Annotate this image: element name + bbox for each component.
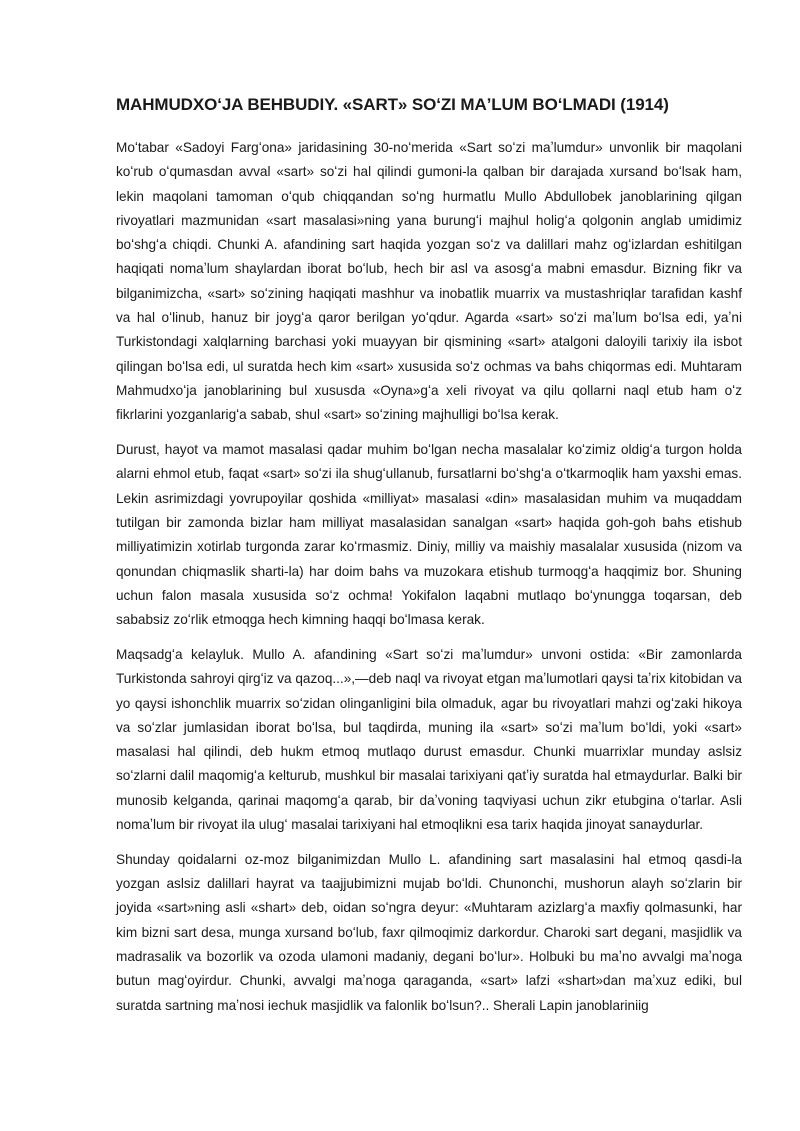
document-title: MAHMUDXOʻJA BEHBUDIY. «SART» SOʻZI MAʼLUM BOʻLMADI (1914)	[116, 95, 669, 114]
paragraph-2: Durust, hayot va mamot masalasi qadar muhim boʻlgan necha masalalar koʻzimiz oldigʻa turgon holda alarni ehmol etub, faqat «sart» soʻzi ila shugʻullanub, fursatlarni boʻshgʻa oʻtkarmoqlik ham yaxshi emas. Lekin asrimizdagi yovrupoyilar qoshida «milliyat» masalasi «din» masalasidan muhim va muqaddam tutilgan bir zamonda bizlar ham milliyat masalasidan sanalgan «sart» haqida goh-goh bahs etishub milliyatimizin xotirlab turgonda zarar koʻrmasmiz. Diniy, milliy va maishiy masalalar xususida (nizom va qonundan chiqmaslik sharti-la) har doim bahs va muzokara etishub turmoqgʻa haqqimiz bor. Shuning uchun falon masala xususida soʻz ochma! Yokifalon laqabni mutlaqo boʻynungga toqarsan, deb sababsiz zoʻrlik etmoqga hech kimning haqqi boʻlmasa kerak.	[116, 442, 742, 628]
paragraph-3: Maqsadgʻa kelayluk. Mullo A. afandining «Sart soʻzi maʼlumdur» unvoni ostida: «Bir zamonlarda Turkistonda sahroyi qirgʻiz va qazoq...»,—deb naql va rivoyat etgan maʼlumotlari qaysi taʼrix kitobidan va yo qaysi ishonchlik muarrix soʻzidan olinganligini bila olmaduk, agar bu rivoyatlari mahzi ogʻzaki hikoya va soʻzlar jumlasidan iborat boʻlsa, bul taqdirda, muning ila «sart» soʻzi maʼlum boʻldi, yoki «sart» masalasi hal qilindi, deb hukm etmoq mutlaqo durust emasdur. Chunki muarrixlar munday aslsiz soʻzlarni dalil maqomigʻa kelturub, mushkul bir masalai tarixiyani qatʼiy suratda hal etmaydurlar. Balki bir munosib kelganda, qarinai maqomgʻa qarab, bir daʼvoning taqviyasi uchun zikr etubgina oʻtarlar. Asli nomaʼlum bir rivoyat ila ulugʻ masalai tarixiyani hal etmoqlikni esa tarix haqida jinoyat sanaydurlar.	[116, 646, 742, 833]
document-page	[116, 94, 742, 1028]
paragraph-4: Shunday qoidalarni oz-moz bilganimizdan Mullo L. afandining sart masalasini hal etmoq qasdi-la yozgan aslsiz dalillari hayrat va taajjubimizni mujab boʻldi. Chunonchi, mushorun alayh soʻzlarin bir joyida «sart»ning asli «shart» deb, oidan soʻngra deyur: «Muhtaram azizlargʻa maxfiy qolmasunki, har kim bizni sart desa, munga xursand boʻlub, faxr qilmoqimiz darkordur. Charoki sart degani, masjidlik va madrasalik va bozorlik va ozoda ulamoni madaniy, degani boʻlur». Holbuki bu maʼno avvalgi maʼnoga butun magʻoyirdur. Chunki, avvalgi maʼnoga qaraganda, «sart» lafzi «shart»dan maʼxuz ediki, bul suratda sartning maʼnosi iechuk masjidlik va falonlik boʻlsun?.. Sherali Lapin janoblariniig	[116, 851, 742, 1013]
paragraph-1: Moʻtabar «Sadoyi Fargʻona» jaridasining 30-noʻmerida «Sart soʻzi maʼlumdur» unvonlik bir maqolani koʻrub oʻqumasdan avval «sart» soʻzi hal qilindi gumoni-la qalban bir darajada xursand boʻlsak ham, lekin maqolani tamoman oʻqub chiqqandan soʻng hurmatlu Mullo Abdullobek janoblarining qilgan rivoyatlari mazmunidan «sart masalasi»ning yana burungʻi majhul holigʻa qolgonin anglab umidimiz boʻshgʻa chiqdi. Chunki A. afandining sart haqida yozgan soʻz va dalillari mahz ogʻizlardan eshitilgan haqiqati nomaʼlum shaylardan iborat boʻlub, hech bir asl va asosgʻa mabni emasdur. Bizning fikr va bilganimizcha, «sart» soʻzining haqiqati mashhur va inobatlik muarrix va mustashriqlar tarafidan kashf va hal oʻlinub, hanuz bir joygʻa qaror berilgan yoʻqdur. Agarda «sart» soʻzi maʼlum boʻlsa edi, yaʼni Turkistondagi xalqlarning barchasi yoki muayyan bir qismining «sart» atalgoni daloyili tarixiy ila isbot qilingan boʻlsa edi, ul suratda hech kim «sart» xususida soʻz ochmas va bahs chiqormas edi. Muhtaram Mahmudxoʻja janoblarining bul xususda «Oyna»gʻa xeli rivoyat va qilu qollarni naql etub ham oʻz fikrlarini yozganlarigʻa sabab, shul «sart» soʻzining majhulligi boʻlsa kerak.	[116, 140, 742, 423]
